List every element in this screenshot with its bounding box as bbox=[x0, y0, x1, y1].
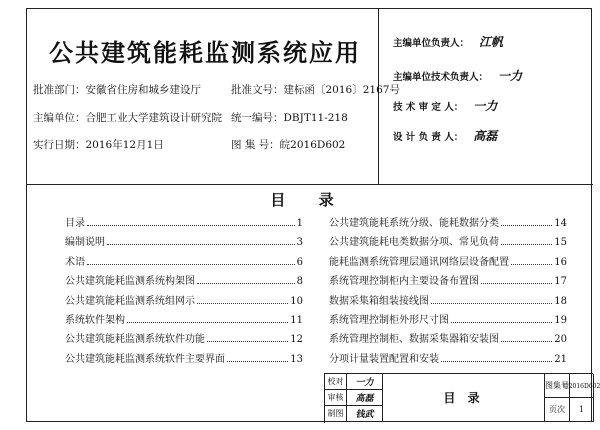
signature-mark: 江帆 bbox=[479, 35, 504, 49]
toc-entry[interactable] bbox=[329, 272, 567, 291]
toc-entry-title: 公共建筑能耗监测系统构架图 bbox=[65, 276, 195, 288]
page-value: 1 bbox=[570, 398, 594, 422]
title-block bbox=[324, 373, 600, 423]
toc-entry-page: 12 bbox=[290, 334, 303, 346]
toc-entry[interactable] bbox=[65, 272, 303, 291]
toc-entry-title: 编制说明 bbox=[65, 237, 105, 249]
document-title: 公共建筑能耗监测系统应用 bbox=[49, 39, 361, 67]
toc-entry-title: 系统管理控制柜、数据采集器箱安装图 bbox=[329, 334, 499, 346]
toc-entry-title: 系统管理控制柜外形尺寸图 bbox=[329, 314, 449, 326]
header-info-panel bbox=[27, 9, 400, 185]
toc-entry-page: 1 bbox=[296, 218, 303, 229]
toc-entry-page: 13 bbox=[290, 353, 303, 365]
toc-entry-page: 11 bbox=[290, 314, 303, 326]
toc-entry-title: 能耗监测系统管理层通讯网络层设备配置 bbox=[329, 256, 509, 268]
toc-entry[interactable] bbox=[65, 350, 303, 369]
signature-row bbox=[393, 97, 497, 114]
drawing-sheet bbox=[26, 8, 600, 422]
toc-entry-title: 公共建筑能耗监测系统软件功能 bbox=[65, 334, 205, 346]
toc-entry-page: 16 bbox=[554, 256, 567, 268]
toc-entry[interactable] bbox=[329, 292, 567, 311]
toc-left-column bbox=[65, 214, 303, 369]
toc-entry-page: 21 bbox=[554, 353, 567, 365]
atlas-number: 图 集 号：皖2016D602 bbox=[231, 139, 346, 151]
signature-mark: 一力 bbox=[473, 99, 498, 113]
toc-entry-title: 系统软件架构 bbox=[65, 314, 125, 326]
leader-dots bbox=[207, 341, 288, 342]
toc-entry-page: 6 bbox=[296, 256, 303, 268]
signature-label: 技 术 审 定 人： bbox=[393, 101, 464, 113]
signature-row bbox=[393, 33, 503, 50]
toc-entry[interactable] bbox=[65, 330, 303, 349]
leader-dots bbox=[511, 264, 552, 265]
atlas-value: 皖2016D602 bbox=[570, 374, 594, 398]
approval-dept: 批准部门：安徽省住房和城乡建设厅 bbox=[33, 84, 201, 96]
leader-dots bbox=[501, 225, 552, 226]
leader-dots bbox=[501, 341, 552, 342]
leader-dots bbox=[197, 303, 288, 304]
signature-mark: 一力 bbox=[498, 69, 523, 83]
page-label: 页次 bbox=[545, 398, 570, 422]
leader-dots bbox=[87, 225, 295, 226]
leader-dots bbox=[441, 361, 552, 362]
draw-signature: 钱武 bbox=[347, 406, 383, 422]
toc-entry[interactable] bbox=[329, 350, 567, 369]
editor-unit: 主编单位：合肥工业大学建筑设计研究院 bbox=[33, 112, 222, 124]
toc-entry-page: 18 bbox=[554, 295, 567, 307]
leader-dots bbox=[227, 361, 288, 362]
toc-entry-title: 公共建筑能耗监测系统软件主要界面 bbox=[65, 353, 225, 365]
leader-dots bbox=[127, 322, 288, 323]
draw-label: 制图 bbox=[325, 406, 347, 422]
toc-entry[interactable] bbox=[329, 253, 567, 272]
leader-dots bbox=[107, 244, 295, 245]
toc-entry-title: 术语 bbox=[65, 256, 85, 268]
review-label: 审核 bbox=[325, 390, 347, 406]
toc-entry-page: 20 bbox=[554, 334, 567, 346]
toc-entry-page: 15 bbox=[554, 237, 567, 249]
toc-entry[interactable] bbox=[65, 292, 303, 311]
toc-entry[interactable] bbox=[329, 311, 567, 330]
toc-entry-page: 19 bbox=[554, 314, 567, 326]
toc-entry-title: 目录 bbox=[65, 218, 85, 229]
leader-dots bbox=[481, 283, 552, 284]
toc-heading: 目 录 bbox=[270, 191, 348, 209]
toc-entry-title: 公共建筑能耗系统分级、能耗数据分类 bbox=[329, 218, 499, 229]
leader-dots bbox=[431, 303, 552, 304]
leader-dots bbox=[451, 322, 552, 323]
toc-entry[interactable] bbox=[329, 214, 567, 233]
approval-number: 批准文号：建标函〔2016〕2167号 bbox=[231, 84, 400, 96]
toc-entry-title: 公共建筑能耗监测系统组网示 bbox=[65, 295, 195, 307]
leader-dots bbox=[197, 283, 295, 284]
toc-entry-title: 分项计量装置配置和安装 bbox=[329, 353, 439, 365]
toc-right-column bbox=[329, 214, 567, 369]
leader-dots bbox=[87, 264, 295, 265]
unified-number: 统一编号：DBJT11-218 bbox=[231, 112, 348, 124]
signature-label: 设 计 负 责 人： bbox=[393, 131, 464, 143]
toc-entry[interactable] bbox=[65, 253, 303, 272]
toc-entry-page: 8 bbox=[296, 276, 303, 288]
toc-entry-page: 14 bbox=[554, 218, 567, 229]
signature-row bbox=[393, 127, 497, 144]
atlas-label: 图集号 bbox=[545, 374, 570, 398]
sheet-name: 目 录 bbox=[383, 374, 545, 422]
signature-panel bbox=[379, 9, 593, 185]
signature-row bbox=[393, 67, 522, 84]
signature-label: 主编单位技术负责人： bbox=[393, 71, 489, 83]
toc-entry[interactable] bbox=[65, 311, 303, 330]
toc-entry[interactable] bbox=[329, 330, 567, 349]
toc-entry[interactable] bbox=[329, 233, 567, 252]
check-label: 校对 bbox=[325, 374, 347, 390]
check-signature: 一力 bbox=[347, 374, 383, 390]
toc-entry-page: 17 bbox=[554, 276, 567, 288]
toc-entry[interactable] bbox=[65, 233, 303, 252]
leader-dots bbox=[501, 244, 552, 245]
toc-entry-title: 公共建筑能耗电类数据分项、常见负荷 bbox=[329, 237, 499, 249]
toc-entry[interactable] bbox=[65, 214, 303, 233]
toc-entry-title: 数据采集箱组装接线图 bbox=[329, 295, 429, 307]
toc-entry-page: 3 bbox=[296, 237, 303, 249]
review-signature: 高磊 bbox=[347, 390, 383, 406]
effective-date: 实行日期：2016年12月1日 bbox=[33, 139, 164, 151]
signature-mark: 高磊 bbox=[473, 129, 498, 143]
toc-entry-page: 10 bbox=[290, 295, 303, 307]
signature-label: 主编单位负责人： bbox=[393, 37, 470, 49]
toc-entry-title: 系统管理控制柜内主要设备布置图 bbox=[329, 276, 479, 288]
